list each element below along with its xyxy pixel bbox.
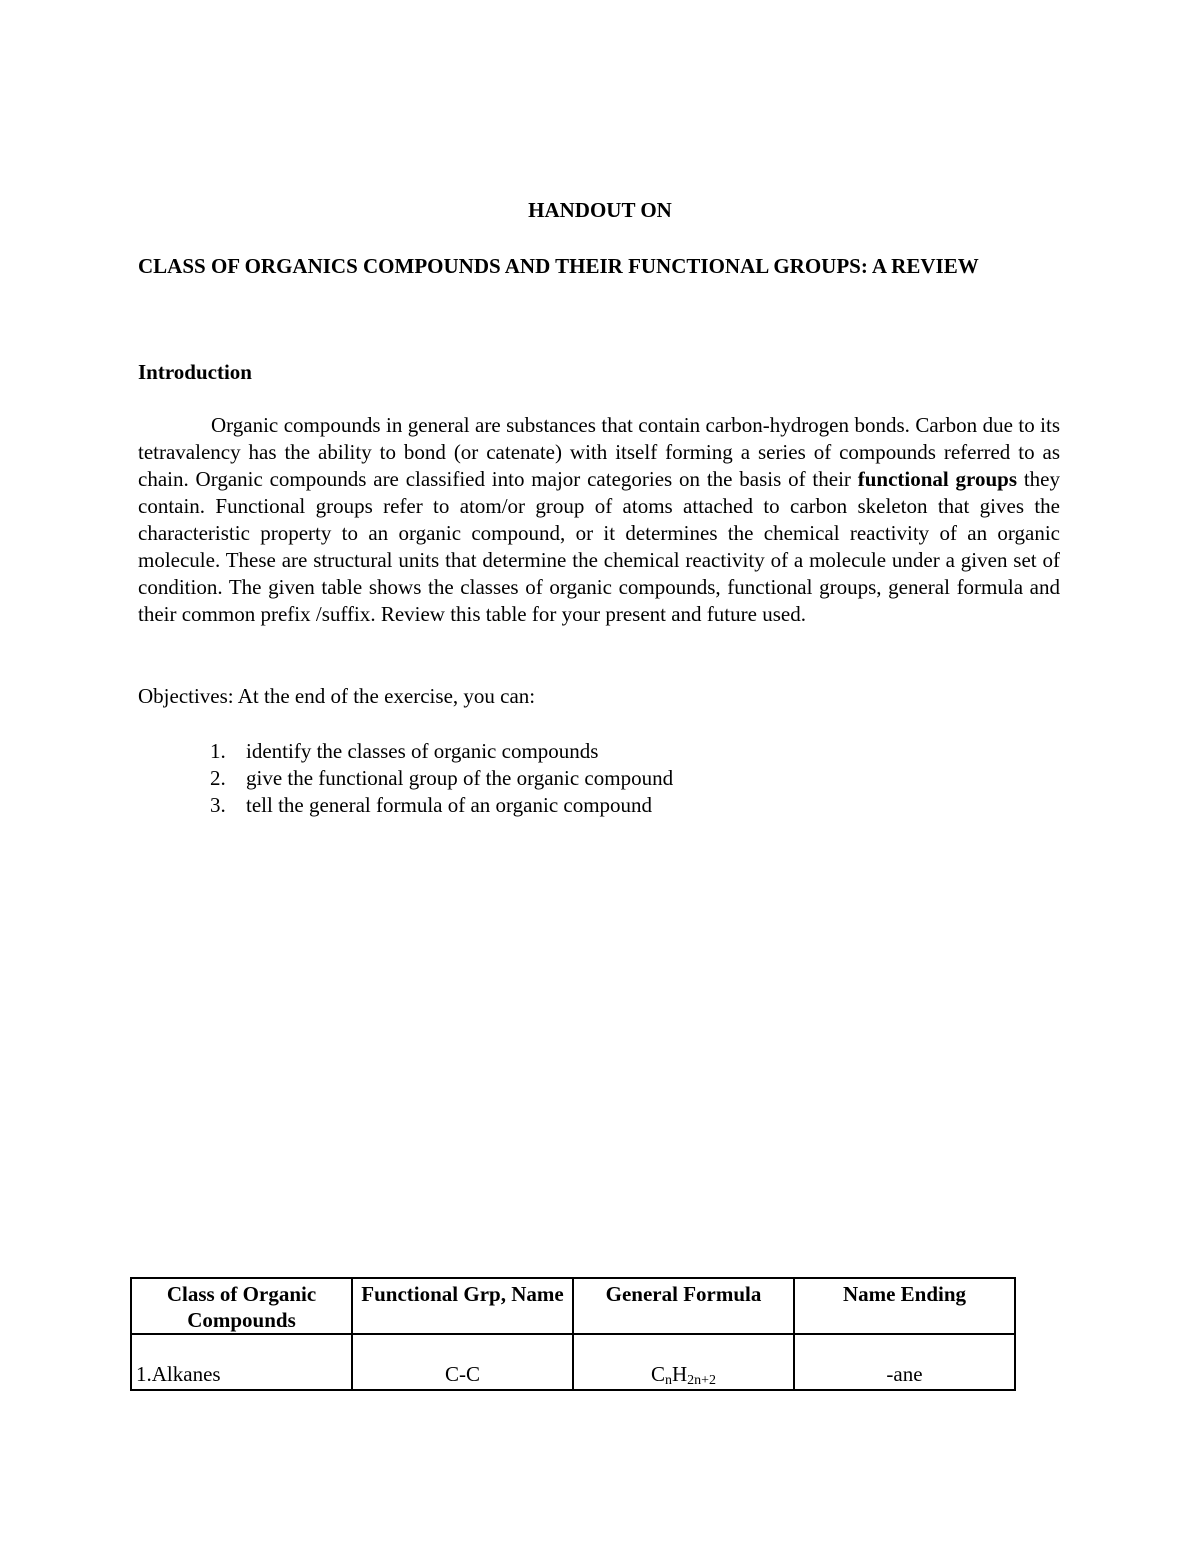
list-item <box>210 738 673 765</box>
header-name-ending: Name Ending <box>794 1278 1015 1334</box>
section-heading-introduction: Introduction <box>138 360 252 384</box>
header-class: Class of Organic Compounds <box>131 1278 352 1334</box>
cell-general-formula <box>573 1334 794 1390</box>
formula-c-subscript: n <box>664 1373 672 1388</box>
intro-text-part1: Organic compounds in general are substances that contain carbon-hydrogen bonds. Carbon due to its tetravalency has the ability to bond (or catenate) with itself forming a series of compounds referred to as chain. Organic compounds are classified into major categories on the basis of their <box>138 413 1060 491</box>
list-item-number: 1. <box>210 739 226 763</box>
cell-functional-group: C-C <box>352 1334 573 1390</box>
list-item-number: 3. <box>210 793 226 817</box>
list-item <box>210 792 673 819</box>
objectives-intro: Objectives: At the end of the exercise, you can: <box>138 684 536 708</box>
document-subtitle: CLASS OF ORGANICS COMPOUNDS AND THEIR FUNCTIONAL GROUPS: A REVIEW <box>138 254 979 278</box>
table-header-row <box>131 1278 1015 1334</box>
objectives-list <box>210 738 673 819</box>
intro-text-part2: they contain. Functional groups refer to atom/or group of atoms attached to carbon skeleton that gives the characteristic property to an organic compound, or it determines the chemical reactivity of an organic molecule. These are structural units that determine the chemical reactivity of a molecule under a given set of condition. The given table shows the classes of organic compounds, functional groups, general formula and their common prefix /suffix. Review this table for your present and future used. <box>138 467 1060 626</box>
document-title: HANDOUT ON <box>528 198 672 222</box>
intro-paragraph <box>138 412 1060 628</box>
list-item-text: identify the classes of organic compounds <box>246 739 599 763</box>
list-item-text: tell the general formula of an organic compound <box>246 793 653 817</box>
cell-name-ending: -ane <box>794 1334 1015 1390</box>
header-general-formula: General Formula <box>573 1278 794 1334</box>
list-item-number: 2. <box>210 766 226 790</box>
cell-class: 1.Alkanes <box>131 1334 352 1390</box>
formula-h-subscript: 2n+2 <box>687 1373 717 1388</box>
table-row <box>131 1334 1015 1390</box>
compounds-table <box>130 1277 1016 1391</box>
list-item-text: give the functional group of the organic compound <box>246 766 674 790</box>
intro-bold-term: functional groups <box>857 467 1018 491</box>
header-functional-group: Functional Grp, Name <box>352 1278 573 1334</box>
list-item <box>210 765 673 792</box>
formula-c: C <box>650 1362 665 1386</box>
formula-h: H <box>671 1362 688 1386</box>
